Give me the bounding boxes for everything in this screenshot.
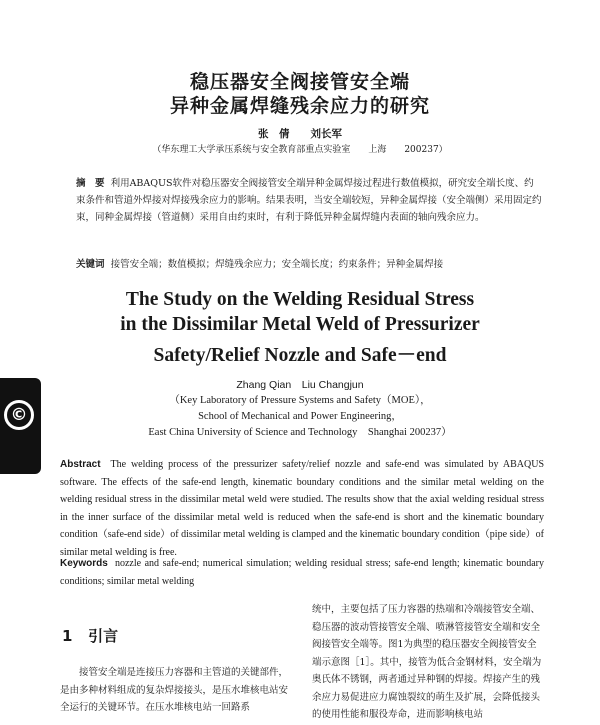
section-title: 引言: [88, 627, 119, 645]
abstract-cn: [76, 175, 542, 226]
title-en-line-2: in the Dissimilar Metal Weld of Pressurizer: [120, 314, 480, 335]
keywords-cn-text: 接管安全端；数值模拟；焊缝残余应力；安全端长度；约束条件；异种金属焊接: [110, 259, 444, 270]
keywords-cn: [76, 256, 542, 273]
abstract-en-label: Abstract: [60, 459, 101, 470]
authors-cn: 张 倩 刘长军: [258, 128, 342, 140]
abstract-cn-label: 摘 要: [76, 178, 105, 189]
affiliation-en-line-1: （Key Laboratory of Pressure Systems and Safety（MOE），: [169, 395, 431, 406]
authors-en: Zhang Qian Liu Changjun: [236, 379, 364, 391]
title-cn-line-2: 异种金属焊缝残余应力的研究: [169, 95, 430, 117]
keywords-en-text: nozzle and safe-end; numerical simulation; welding residual stress; safe-end length; kinematic boundary conditions; similar metal welding: [60, 558, 545, 587]
keywords-en-label: Keywords: [60, 558, 108, 569]
affiliation-en-line-2: School of Mechanical and Power Engineering，: [198, 411, 402, 422]
title-cn-line-1: 稳压器安全阀接管安全端: [189, 71, 410, 93]
keywords-en: [60, 555, 544, 590]
affiliation-en-line-3: East China University of Science and Technology Shanghai 200237）: [148, 427, 452, 438]
title-en-line-1: The Study on the Welding Residual Stress: [125, 289, 475, 310]
section-number: 1: [62, 627, 73, 645]
copyright-icon: ©: [4, 400, 34, 430]
body-left-column: 接管安全端是连接压力容器和主管道的关键部件，是由多种材料组成的复杂焊接接头，是压水堆核电站安全运行的关键环节。在压水堆核电站一回路系: [60, 667, 289, 713]
affiliation-cn: （华东理工大学承压系统与安全教育部重点实验室 上海 200237）: [152, 145, 448, 155]
keywords-cn-label: 关键词: [76, 259, 105, 270]
body-right-column: 统中，主要包括了压力容器的热端和冷端接管安全端、稳压器的波动管接管安全端、喷淋管接管安全端和安全阀接管安全端等。图1为典型的稳压器安全阀接管安全端示意图［1］。其中，接管为低合金钢材料，安全端为奥氏体不锈钢，两者通过异种钢的焊接。焊接产生的残余应力易促进应力腐蚀裂纹的萌生及扩展，会降低接头的使用性能和服役寿命，进而影响核电站: [312, 604, 542, 720]
section-heading: [62, 625, 118, 646]
abstract-en: [60, 456, 544, 561]
title-en-line-3: Safety/Relief Nozzle and Safe－end: [153, 345, 447, 366]
abstract-en-text: The welding process of the pressurizer safety/relief nozzle and safe-end was simulated by ABAQUS software. The effects of the safe-end length, kinematic boundary conditions and the similar metal welding on the welding residual stress in the dissimilar metal weld were studied. The results show that the axial welding residual stress in the inner surface of the dissimilar metal weld is reduced when the safe-end is short and the kinematic boundary condition（safe-end side）of dissimilar metal welding is clamped and the kinematic boundary condition（pipe side）of similar metal welding is free.: [60, 459, 544, 558]
margin-badge: [0, 378, 41, 474]
abstract-cn-text: 利用ABAQUS软件对稳压器安全阀接管安全端异种金属焊接过程进行数值模拟，研究安全端长度、约束条件和管道外焊接对焊接残余应力的影响。结果表明，当安全端较短，异种金属焊接（安全端侧）采用固定约束，同种金属焊接（管道侧）采用自由约束时，有利于降低异种金属焊缝内表面的轴向残余应力。: [76, 178, 542, 223]
